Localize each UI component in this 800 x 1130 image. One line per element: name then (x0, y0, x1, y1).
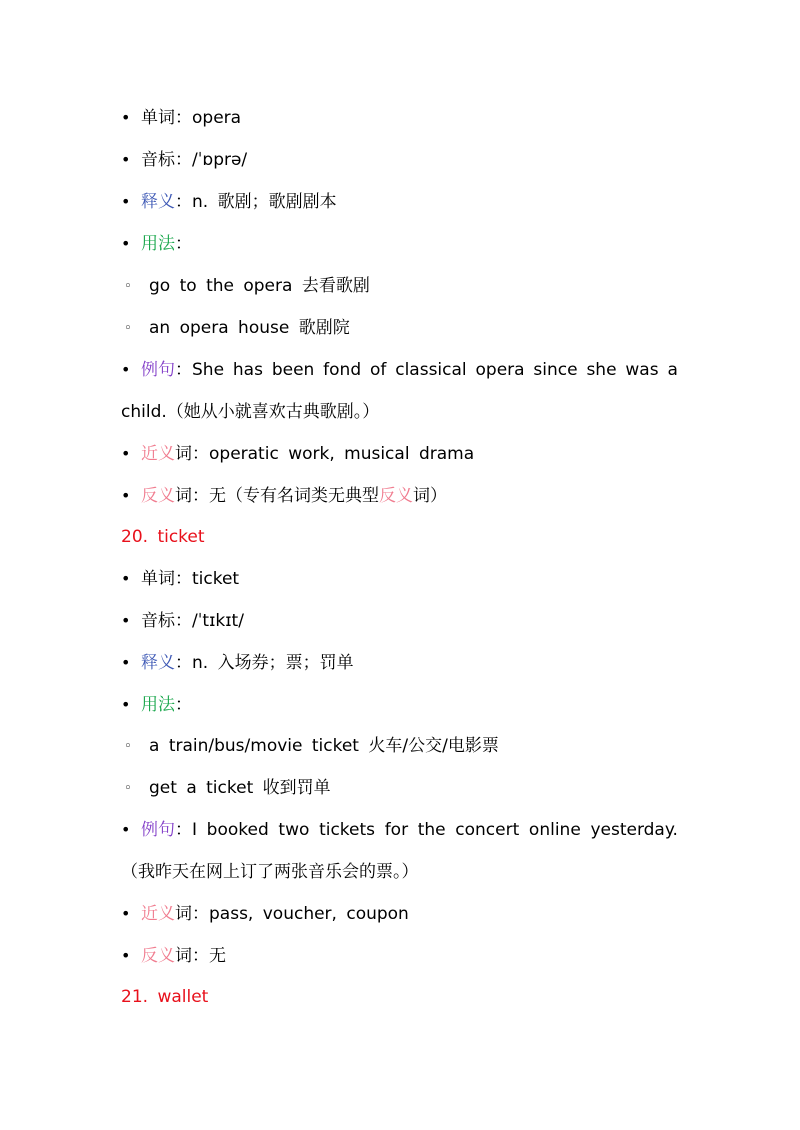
bullet: • (121, 444, 131, 463)
example-word: since (533, 360, 578, 380)
example-lead (121, 355, 224, 385)
bullet: • (121, 150, 131, 169)
example-continuation: （我昨天在网上订了两张音乐会的票。） (121, 862, 419, 882)
word-value: opera (192, 108, 242, 128)
antonym-label: 反义 (141, 486, 175, 506)
example-word: been (271, 360, 315, 380)
bullet: • (121, 360, 131, 379)
synonym-label: 近义 (141, 904, 175, 924)
sub-bullet: ◦ (124, 781, 132, 796)
example-word: was (625, 360, 659, 380)
example-word: booked (206, 820, 269, 840)
example-word: tickets (319, 820, 376, 840)
bullet: • (121, 695, 131, 714)
usage-text: a train/bus/movie ticket 火车/公交/电影票 (149, 736, 499, 756)
example-word: yesterday. (590, 820, 678, 840)
example-word: fond (323, 360, 362, 380)
word-label: 单词： (141, 108, 192, 128)
word-line (121, 564, 681, 594)
antonym-label-rest: 词： (175, 946, 209, 966)
sub-bullet: ◦ (124, 321, 132, 336)
usage-line (121, 690, 681, 720)
bullet: • (121, 820, 131, 839)
sub-bullet: ◦ (124, 279, 132, 294)
bullet: • (121, 192, 131, 211)
example-line (121, 815, 678, 845)
bullet: • (121, 653, 131, 672)
phonetic-label: 音标： (141, 150, 192, 170)
example-word: she (586, 360, 617, 380)
definition-colon: ： (175, 653, 192, 673)
example-word: classical (395, 360, 467, 380)
synonym-values: operatic work, musical drama (209, 444, 475, 464)
usage-item (121, 773, 681, 803)
synonym-values: pass, voucher, coupon (209, 904, 409, 924)
bullet: • (121, 946, 131, 965)
phonetic-value: /ˈɒprə/ (192, 150, 248, 170)
antonym-text: 无（专有名词类无典型 (209, 486, 379, 506)
example-word: of (369, 360, 387, 380)
usage-item (121, 313, 681, 343)
phonetic-value: /ˈtɪkɪt/ (192, 611, 244, 631)
sub-bullet: ◦ (124, 739, 132, 754)
example-line (121, 355, 678, 385)
word-line (121, 103, 681, 133)
phonetic-label: 音标： (141, 611, 192, 631)
bullet: • (121, 904, 131, 923)
antonym-text-highlight: 反义 (379, 486, 413, 506)
definition-value: n. 入场券；票；罚单 (192, 653, 354, 673)
example-word: the (417, 820, 446, 840)
usage-text: an opera house 歌剧院 (149, 318, 350, 338)
entry-heading: 20. ticket (121, 527, 205, 547)
example-colon: ： (175, 820, 192, 840)
phonetic-line (121, 606, 681, 636)
entry-heading: 21. wallet (121, 987, 209, 1007)
bullet: • (121, 486, 131, 505)
example-continuation: child.（她从小就喜欢古典歌剧。） (121, 402, 380, 422)
antonym-label-rest: 词： (175, 486, 209, 506)
example-word: concert (455, 820, 520, 840)
example-word: two (278, 820, 310, 840)
usage-item (121, 271, 681, 301)
antonym-text: 无 (209, 946, 226, 966)
example-label: 例句 (141, 360, 175, 380)
usage-item (121, 731, 681, 761)
usage-text: get a ticket 收到罚单 (149, 778, 331, 798)
example-colon: ： (175, 360, 192, 380)
example-word: I (192, 820, 198, 840)
definition-colon: ： (175, 192, 192, 212)
bullet: • (121, 108, 131, 127)
bullet: • (121, 234, 131, 253)
example-word: has (232, 360, 263, 380)
synonym-line (121, 439, 681, 469)
definition-line (121, 187, 681, 217)
synonym-label-rest: 词： (175, 444, 209, 464)
example-lead (121, 815, 197, 845)
usage-line (121, 229, 681, 259)
definition-value: n. 歌剧；歌剧剧本 (192, 192, 337, 212)
synonym-label-rest: 词： (175, 904, 209, 924)
usage-label: 用法 (141, 234, 175, 254)
bullet: • (121, 569, 131, 588)
phonetic-line (121, 145, 681, 175)
example-label: 例句 (141, 820, 175, 840)
antonym-text-end: 词） (413, 486, 447, 506)
synonym-line (121, 899, 681, 929)
bullet: • (121, 611, 131, 630)
example-word: a (667, 360, 678, 380)
antonym-label: 反义 (141, 946, 175, 966)
example-word: online (528, 820, 581, 840)
synonym-label: 近义 (141, 444, 175, 464)
example-word: opera (475, 360, 525, 380)
definition-line (121, 648, 681, 678)
word-value: ticket (192, 569, 240, 589)
usage-colon: ： (175, 234, 192, 254)
example-word: for (384, 820, 409, 840)
definition-label: 释义 (141, 192, 175, 212)
usage-text: go to the opera 去看歌剧 (149, 276, 370, 296)
word-label: 单词： (141, 569, 192, 589)
usage-label: 用法 (141, 695, 175, 715)
definition-label: 释义 (141, 653, 175, 673)
example-word: She (192, 360, 225, 380)
antonym-line (121, 941, 681, 971)
antonym-line (121, 481, 681, 511)
usage-colon: ： (175, 695, 192, 715)
